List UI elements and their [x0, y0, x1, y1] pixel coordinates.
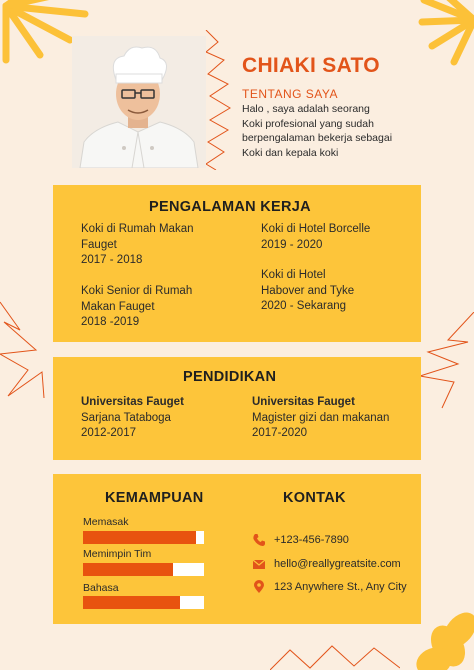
education-degree: Magister gizi dan makanan — [252, 411, 390, 424]
experience-line: 2019 - 2020 — [261, 238, 323, 251]
experience-line: Fauget — [81, 238, 117, 251]
about-line: Koki profesional yang sudah — [242, 117, 374, 130]
experience-item — [81, 222, 194, 269]
education-degree: Sarjana Tataboga — [81, 411, 171, 424]
sun-burst-decoration-top-right — [404, 0, 474, 70]
about-line: Halo , saya adalah seorang — [242, 103, 370, 115]
education-years: 2017-2020 — [252, 427, 307, 439]
skill-label: Memimpin Tim — [83, 548, 152, 560]
experience-line: Koki di Hotel — [261, 269, 326, 281]
mail-icon — [252, 557, 266, 571]
experience-line: 2020 - Sekarang — [261, 300, 347, 312]
starburst-outline-decoration-right — [418, 312, 474, 412]
experience-line: Koki Senior di Rumah — [81, 285, 193, 297]
experience-line: 2018 -2019 — [81, 316, 140, 328]
contact-text: +123-456-7890 — [274, 534, 349, 546]
about-line: berpengalaman bekerja sebagai — [242, 132, 393, 144]
about-text — [242, 102, 432, 160]
skills-contact-section — [53, 474, 421, 624]
education-section — [53, 357, 421, 460]
experience-line: Makan Fauget — [81, 300, 155, 313]
person-name: CHIAKI SATO — [242, 54, 380, 77]
experience-section — [53, 185, 421, 342]
experience-line: Habover and Tyke — [261, 284, 355, 297]
experience-item — [81, 284, 192, 331]
education-item — [81, 395, 184, 442]
education-item — [252, 395, 389, 442]
experience-title: PENGALAMAN KERJA — [149, 199, 311, 215]
zigzag-outline-decoration-bottom — [270, 640, 400, 670]
contact-text: 123 Anywhere St., Any City — [274, 581, 407, 593]
about-line: Koki dan kepala koki — [242, 146, 339, 159]
experience-item — [261, 268, 354, 315]
skills-title: KEMAMPUAN — [105, 490, 204, 506]
education-school: Universitas Fauget — [252, 396, 355, 408]
skill-bar-fill — [83, 563, 173, 576]
skill-bar — [83, 596, 204, 609]
location-pin-icon — [252, 580, 266, 594]
education-title: PENDIDIKAN — [183, 369, 277, 385]
education-years: 2012-2017 — [81, 427, 136, 439]
profile-photo — [72, 36, 206, 168]
skill-bar — [83, 563, 204, 576]
phone-icon — [252, 533, 266, 547]
experience-line: Koki di Hotel Borcelle — [261, 223, 371, 235]
about-title: TENTANG SAYA — [242, 87, 339, 101]
experience-line: 2017 - 2018 — [81, 254, 143, 266]
skill-label: Memasak — [83, 516, 129, 528]
skill-bar — [83, 531, 204, 544]
skill-bar-fill — [83, 596, 180, 609]
experience-item — [261, 222, 370, 253]
contact-title: KONTAK — [283, 490, 346, 506]
experience-line: Koki di Rumah Makan — [81, 223, 194, 235]
starburst-outline-decoration-left — [0, 292, 60, 402]
contact-text: hello@reallygreatsite.com — [274, 558, 401, 570]
education-school: Universitas Fauget — [81, 396, 184, 408]
skill-label: Bahasa — [83, 582, 119, 594]
skill-bar-fill — [83, 531, 196, 544]
